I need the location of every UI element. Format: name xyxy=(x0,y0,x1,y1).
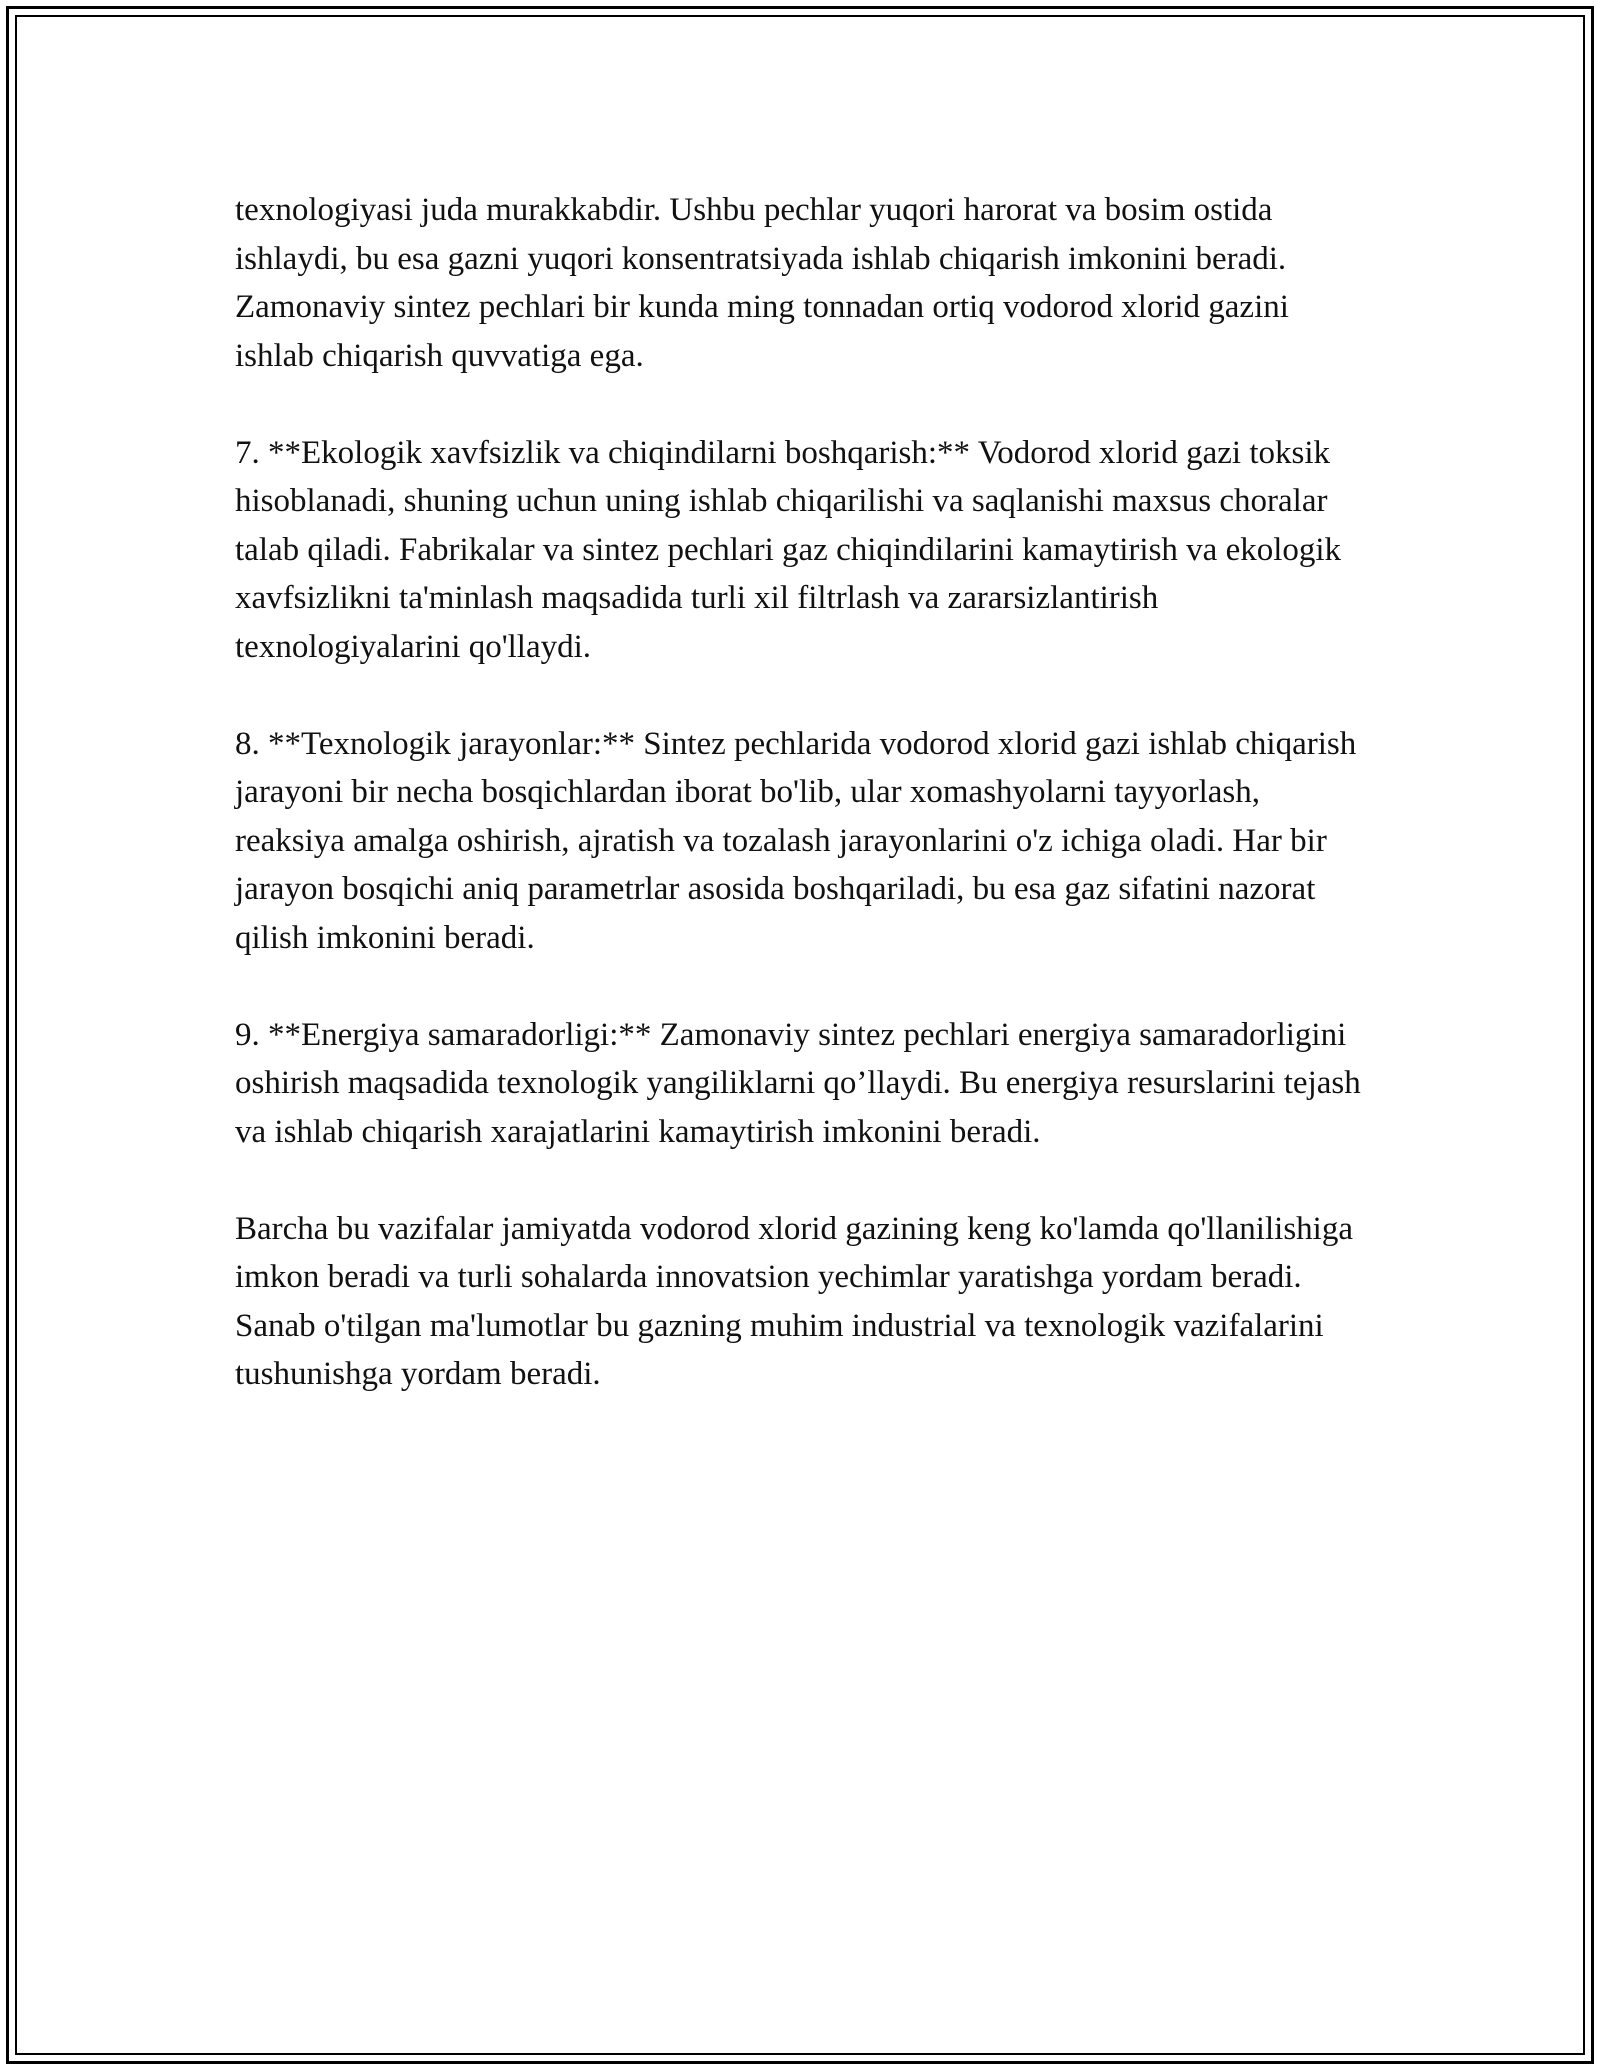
paragraph-intro-continuation: texnologiyasi juda murakkabdir. Ushbu pechlar yuqori harorat va bosim ostida ishlaydi, bu esa gazni yuqori konsentratsiyada ishlab chiqarish imkonini beradi. Zamonaviy sintez pechlari bir kunda ming tonnadan ortiq vodorod xlorid gazini ishlab chiqarish quvvatiga ega. xyxy=(235,192,1289,374)
paragraph-item-8: 8. **Texnologik jarayonlar:** Sintez pechlarida vodorod xlorid gazi ishlab chiqarish jarayoni bir necha bosqichlardan iborat bo'lib, ular xomashyolarni tayyorlash, reaksiya amalga oshirish, ajratish va tozalash jarayonlarini o'z ichiga oladi. Har bir jarayon bosqichi aniq parametrlar asosida boshqariladi, bu esa gaz sifatini nazorat qilish imkonini beradi. xyxy=(235,725,1357,956)
paragraph-conclusion: Barcha bu vazifalar jamiyatda vodorod xlorid gazining keng ko'lamda qo'llanilishiga imkon beradi va turli sohalarda innovatsion yechimlar yaratishga yordam beradi. Sanab o'tilgan ma'lumotlar bu gazning muhim industrial va texnologik vazifalarini tushunishga yordam beradi. xyxy=(235,1210,1353,1392)
paragraph-item-9: 9. **Energiya samaradorligi:** Zamonaviy sintez pechlari energiya samaradorligini oshirish maqsadida texnologik yangiliklarni qo’llaydi. Bu energiya resurslarini tejash va ishlab chiqarish xarajatlarini kamaytirish imkonini beradi. xyxy=(235,1016,1361,1150)
paragraph-item-7: 7. **Ekologik xavfsizlik va chiqindilarni boshqarish:** Vodorod xlorid gazi toksik hisoblanadi, shuning uchun uning ishlab chiqarilishi va saqlanishi maxsus choralar talab qiladi. Fabrikalar va sintez pechlari gaz chiqindilarini kamaytirish va ekologik xavfsizlikni ta'minlash maqsadida turli xil filtrlash va zararsizlantirish texnologiyalarini qo'llaydi. xyxy=(235,434,1342,665)
document-body xyxy=(235,186,1375,1447)
